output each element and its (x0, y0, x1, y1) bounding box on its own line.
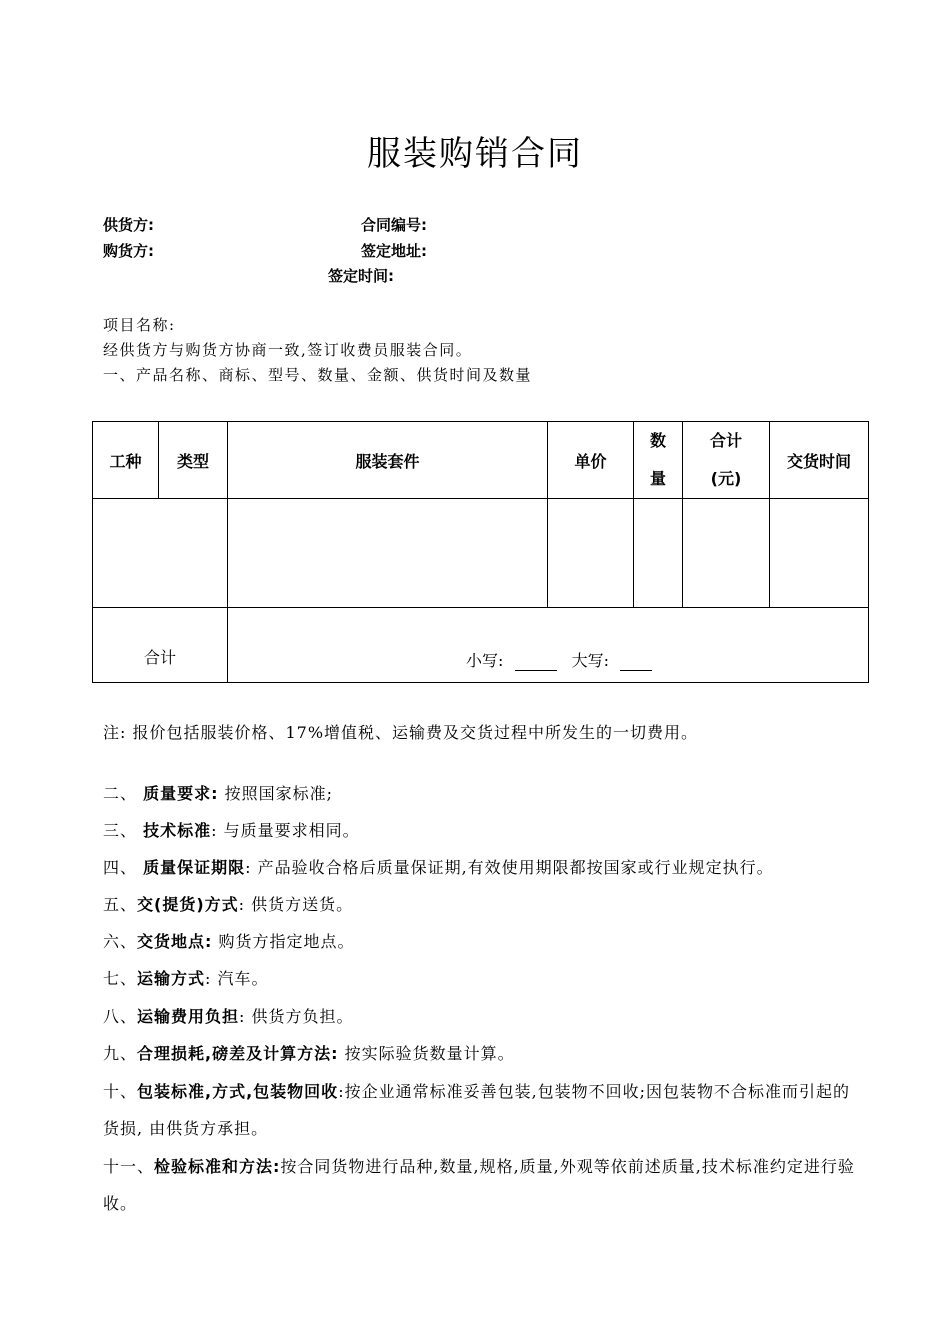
clause-number: 六、 (103, 932, 138, 951)
clause-label: 质量要求: (143, 784, 219, 803)
clause-text: : 与质量要求相同。 (211, 821, 360, 840)
header-total-line2: (元) (710, 469, 742, 488)
header-unit-price: 单价 (548, 422, 634, 499)
clause-number: 七、 (103, 969, 138, 988)
cell-worker-category[interactable] (93, 499, 228, 608)
document-title: 服装购销合同 (367, 134, 583, 174)
header-total-line1: 合计 (709, 431, 742, 450)
small-amount-blank[interactable] (515, 654, 557, 671)
clause-10 (103, 1073, 863, 1147)
clause-label: 技术标准 (143, 821, 212, 840)
sign-place-label: 签定地址: (361, 242, 427, 260)
project-name-label: 项目名称: (103, 316, 176, 334)
clause-11 (103, 1148, 863, 1222)
sum-label: 合计 (143, 647, 176, 667)
supplier-label: 供货方: (103, 216, 154, 234)
cell-clothing-set[interactable] (228, 499, 548, 608)
clause-label: 交(提货)方式 (137, 895, 239, 914)
cell-quantity[interactable] (634, 499, 683, 608)
clause-number: 十、 (103, 1082, 138, 1101)
clause-text: :按企业通常标准妥善包装,包装物不回收;因包装物不合标准而引起的货损, 由供货方承担。 (103, 1082, 851, 1138)
sum-label-cell (93, 608, 228, 683)
big-amount-blank[interactable] (620, 654, 652, 671)
clause-number: 三、 (103, 821, 144, 840)
clause-6 (103, 923, 863, 960)
clause-8 (103, 998, 863, 1035)
sum-row (93, 608, 869, 683)
clause-text: 按合同货物进行品种,数量,规格,质量,外观等依前述质量,技术标准约定进行验收。 (103, 1157, 855, 1213)
cell-unit-price[interactable] (548, 499, 634, 608)
agreement-text: 经供货方与购货方协商一致,签订收费员服装合同。 (103, 341, 473, 359)
clause-number: 九、 (103, 1044, 138, 1063)
cell-delivery-time[interactable] (770, 499, 869, 608)
clause-number: 八、 (103, 1007, 138, 1026)
clause-number: 二、 (103, 784, 144, 803)
big-amount-label: 大写: (571, 651, 609, 670)
header-category: 类型 (159, 422, 228, 499)
clause-number: 五、 (103, 895, 138, 914)
header-quantity-line1: 数 (649, 431, 666, 450)
header-delivery-time: 交货时间 (770, 422, 869, 499)
clause-label: 检验标准和方法: (154, 1157, 281, 1176)
clause-4 (103, 849, 863, 886)
sign-time-label: 签定时间: (328, 267, 394, 285)
clause-text: 按实际验货数量计算。 (338, 1044, 515, 1063)
clause-3 (103, 812, 863, 849)
clause-number: 十一、 (103, 1157, 155, 1176)
buyer-label: 购货方: (103, 242, 154, 260)
section1-heading: 一、产品名称、商标、型号、数量、金额、供货时间及数量 (103, 366, 533, 384)
table-header-row (93, 422, 869, 499)
clause-label: 运输方式 (137, 969, 206, 988)
clause-label: 合理损耗,磅差及计算方法: (137, 1044, 339, 1063)
clause-5 (103, 886, 863, 923)
small-amount-label: 小写: (466, 651, 504, 670)
clause-text: : 产品验收合格后质量保证期,有效使用期限都按国家或行业规定执行。 (245, 858, 774, 877)
clause-label: 运输费用负担 (137, 1007, 240, 1026)
clause-label: 质量保证期限 (143, 858, 246, 877)
header-worker-type: 工种 (93, 422, 159, 499)
clause-label: 交货地点: (137, 932, 213, 951)
sum-amounts (466, 648, 652, 671)
clause-text: : 供货方送货。 (238, 895, 354, 914)
clause-label: 包装标准,方式,包装物回收 (137, 1082, 339, 1101)
cell-total[interactable] (683, 499, 770, 608)
clause-text: 购货方指定地点。 (212, 932, 355, 951)
price-note: 注: 报价包括服装价格、17%增值税、运输费及交货过程中所发生的一切费用。 (103, 723, 699, 742)
clause-text: : 汽车。 (205, 969, 269, 988)
header-total (683, 422, 770, 499)
header-quantity-line2: 量 (649, 469, 666, 488)
clause-text: : 供货方负担。 (239, 1007, 354, 1026)
contract-number-label: 合同编号: (361, 216, 427, 234)
clause-text: 按照国家标准; (218, 784, 333, 803)
clause-number: 四、 (103, 858, 144, 877)
clause-7 (103, 960, 863, 997)
product-table (92, 421, 869, 683)
clause-9 (103, 1035, 863, 1072)
sum-amount-cell (228, 608, 869, 683)
clause-2 (103, 775, 863, 812)
table-row (93, 499, 869, 608)
header-clothing-set: 服装套件 (228, 422, 548, 499)
header-quantity (634, 422, 683, 499)
